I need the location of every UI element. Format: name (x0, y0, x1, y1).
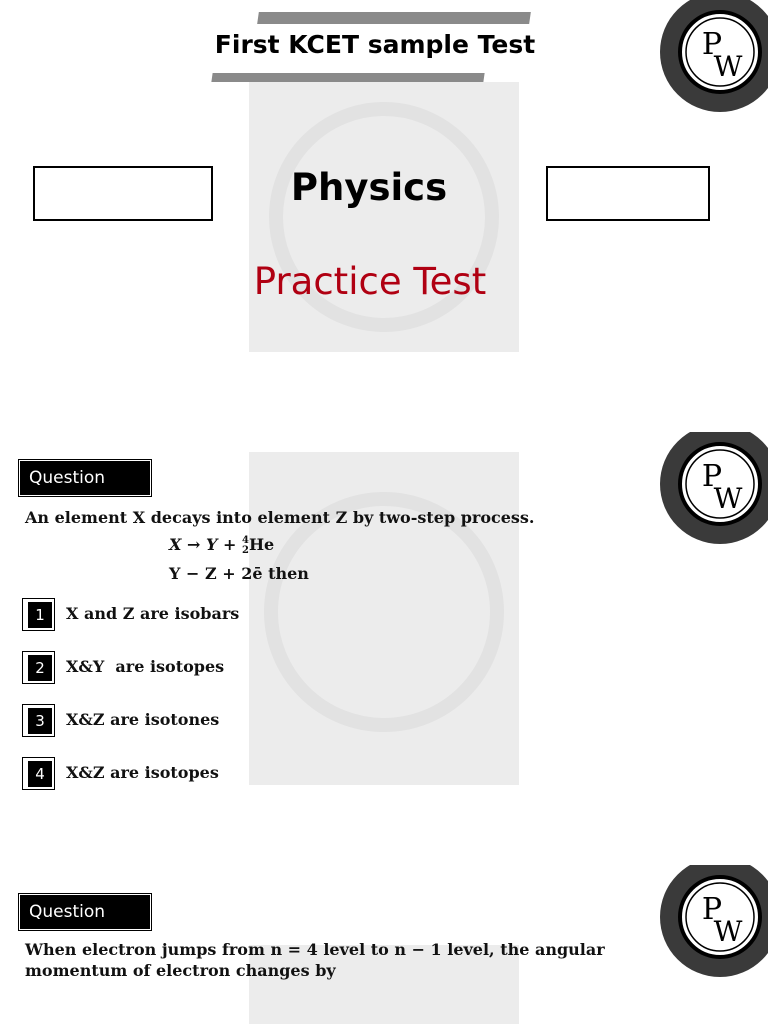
mass-number: 4 (241, 534, 249, 546)
pw-watermark (249, 82, 519, 352)
option-4-number[interactable] (22, 757, 55, 790)
pw-logo-icon (660, 0, 768, 112)
option-number-label: 3 (28, 708, 52, 734)
option-4-text[interactable]: X&Z are isotopes (66, 763, 219, 782)
cover-slide (0, 0, 768, 410)
pw-logo-icon (660, 432, 768, 544)
svg-text:W: W (713, 482, 743, 515)
header-bar-bottom (211, 73, 484, 82)
option-2-text[interactable]: X&Y are isotopes (66, 657, 225, 676)
eq-product: Y (205, 535, 218, 554)
pw-watermark (249, 452, 519, 785)
question-slide-2 (0, 865, 768, 1024)
decay-equation-2: Y − Z + 2ē then (169, 564, 309, 583)
question-text-line-2: momentum of electron changes by (25, 961, 336, 980)
eq-particle: He (248, 535, 275, 554)
option-number-label: 1 (28, 602, 52, 628)
option-number-label: 2 (28, 655, 52, 681)
option-1-text[interactable]: X and Z are isobars (66, 604, 240, 623)
eq-arrow: → (187, 535, 201, 554)
practice-test-title: Practice Test (253, 260, 487, 303)
header-bar-top (257, 12, 531, 24)
option-3-number[interactable] (22, 704, 55, 737)
question-slide-1 (0, 432, 768, 827)
option-3-text[interactable]: X&Z are isotones (66, 710, 220, 729)
svg-text:W: W (713, 915, 743, 948)
eq-lhs: X (169, 535, 182, 554)
eq-plus: + (222, 535, 237, 554)
svg-text:W: W (713, 50, 743, 83)
header-title: First KCET sample Test (214, 30, 536, 59)
option-number-label: 4 (28, 761, 52, 787)
right-blank-box (546, 166, 710, 221)
question-label: Question (20, 895, 150, 929)
atomic-number: 2 (241, 544, 249, 556)
svg-text:P: P (701, 892, 723, 927)
subject-title: Physics (290, 166, 448, 209)
pw-logo-icon (660, 865, 768, 977)
option-2-number[interactable] (22, 651, 55, 684)
svg-text:P: P (701, 27, 723, 62)
left-blank-box (33, 166, 213, 221)
question-label: Question (20, 461, 150, 495)
decay-equation-1 (169, 535, 274, 556)
question-text-line-1: When electron jumps from n = 4 level to n − 1 level, the angular (25, 940, 605, 959)
option-1-number[interactable] (22, 598, 55, 631)
svg-text:P: P (701, 459, 723, 494)
question-text: An element X decays into element Z by two-step process. (25, 508, 535, 527)
